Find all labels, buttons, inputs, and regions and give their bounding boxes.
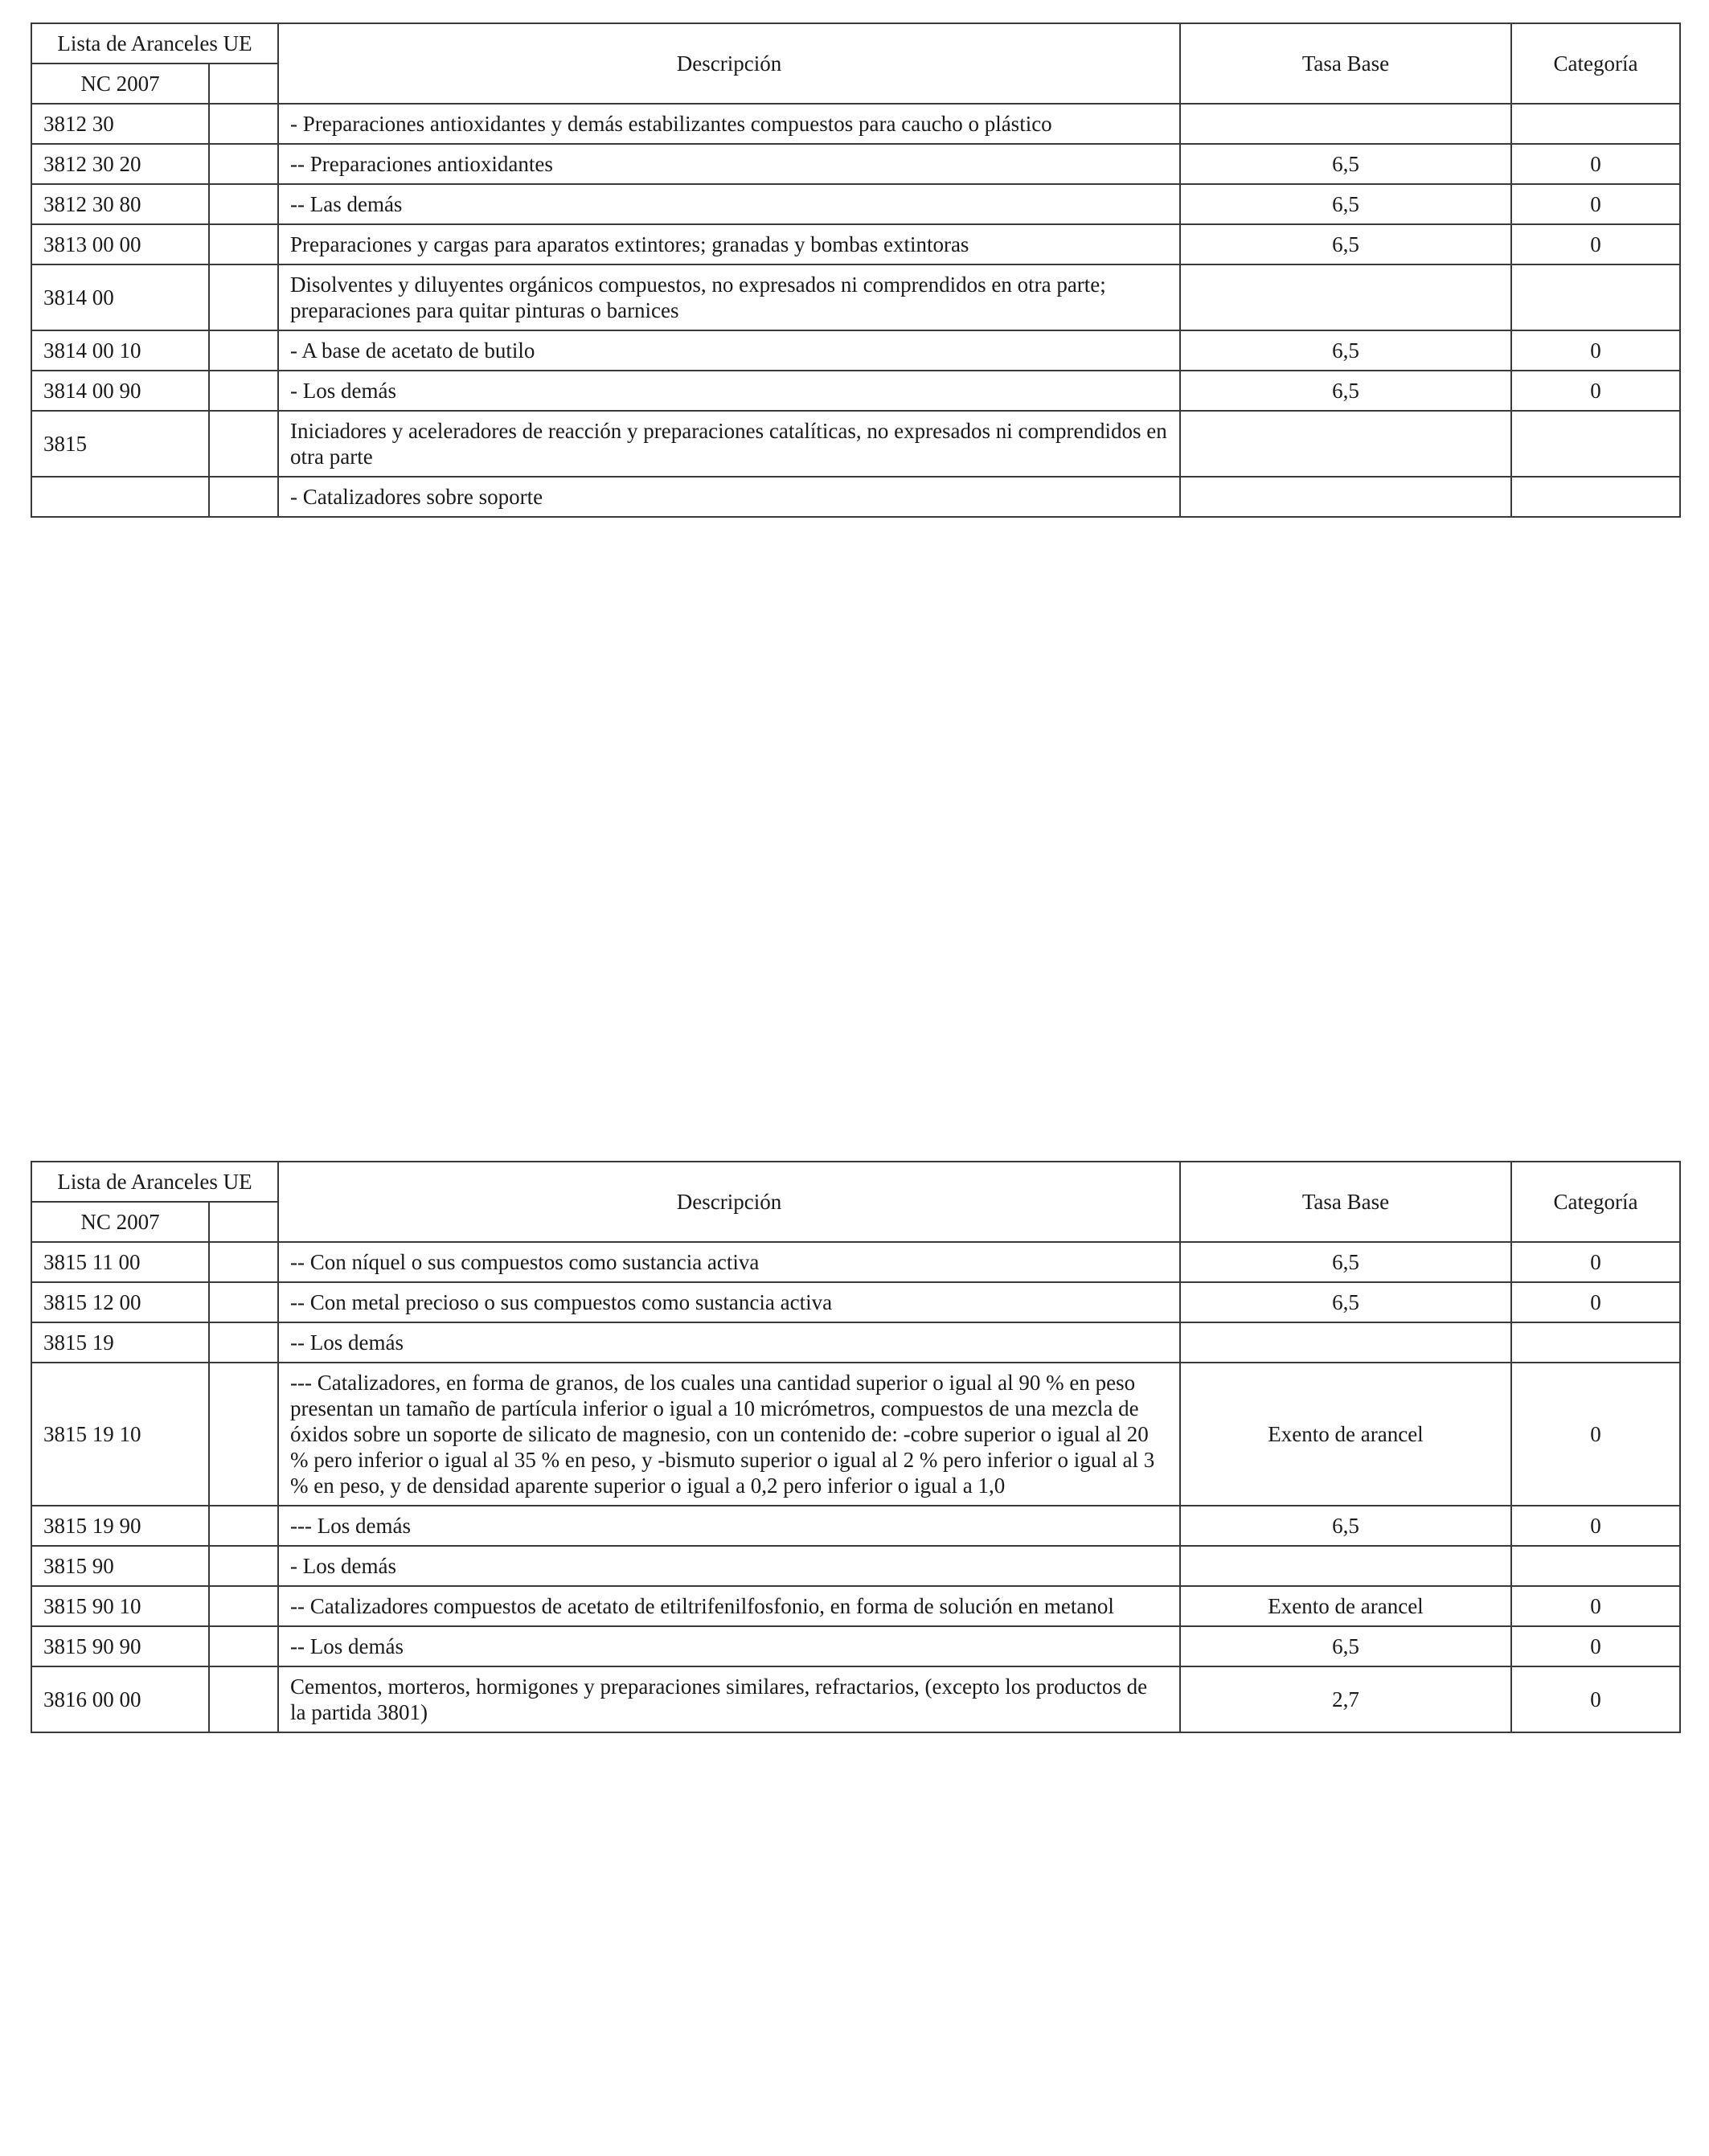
row-rate [1180, 1546, 1511, 1586]
row-description: - Los demás [278, 371, 1180, 411]
row-blank [209, 1282, 278, 1322]
row-description: Iniciadores y aceleradores de reacción y preparaciones catalíticas, no expresados ni comprendidos en otra parte [278, 411, 1180, 477]
row-category: 0 [1511, 1282, 1680, 1322]
row-description: -- Los demás [278, 1626, 1180, 1666]
table-row [31, 330, 1680, 371]
header-descripcion: Descripción [278, 1162, 1180, 1242]
row-blank [209, 1586, 278, 1626]
row-rate: 2,7 [1180, 1666, 1511, 1732]
row-category: 0 [1511, 1666, 1680, 1732]
row-description: --- Catalizadores, en forma de granos, de los cuales una cantidad superior o igual al 90 % en peso presentan un tamaño de partícula inferior o igual a 10 micrómetros, compuestos de una mezcla de óxidos sobre un soporte de silicato de magnesio, con un contenido de: -cobre superior o igual al 20 % pero inferior o igual al 35 % en peso, y -bismuto superior o igual al 2 % pero inferior o igual al 3 % en peso, y de densidad aparente superior o igual a 0,2 pero inferior o igual a 1,0 [278, 1363, 1180, 1506]
row-blank [209, 1666, 278, 1732]
table-header [31, 23, 1680, 104]
row-description: -- Catalizadores compuestos de acetato de etiltrifenilfosfonio, en forma de solución en metanol [278, 1586, 1180, 1626]
table-row [31, 224, 1680, 264]
row-rate: 6,5 [1180, 224, 1511, 264]
row-code: 3814 00 90 [31, 371, 209, 411]
row-category [1511, 411, 1680, 477]
row-category: 0 [1511, 184, 1680, 224]
row-blank [209, 1242, 278, 1282]
row-category: 0 [1511, 1506, 1680, 1546]
table-header [31, 1162, 1680, 1242]
row-blank [209, 224, 278, 264]
row-rate [1180, 411, 1511, 477]
row-description: -- Con níquel o sus compuestos como sustancia activa [278, 1242, 1180, 1282]
row-description: -- Con metal precioso o sus compuestos como sustancia activa [278, 1282, 1180, 1322]
row-description: - Los demás [278, 1546, 1180, 1586]
row-category: 0 [1511, 330, 1680, 371]
row-blank [209, 477, 278, 517]
row-code: 3815 19 10 [31, 1363, 209, 1506]
row-code: 3812 30 20 [31, 144, 209, 184]
row-category [1511, 1546, 1680, 1586]
row-code: 3813 00 00 [31, 224, 209, 264]
table-row [31, 1242, 1680, 1282]
row-code: 3814 00 10 [31, 330, 209, 371]
table-row [31, 1666, 1680, 1732]
row-category: 0 [1511, 1626, 1680, 1666]
row-code: 3814 00 [31, 264, 209, 330]
header-categoria: Categoría [1511, 23, 1680, 104]
row-code: 3812 30 80 [31, 184, 209, 224]
row-blank [209, 104, 278, 144]
row-category: 0 [1511, 144, 1680, 184]
row-description: -- Los demás [278, 1322, 1180, 1363]
row-code: 3815 90 [31, 1546, 209, 1586]
table-row [31, 184, 1680, 224]
table-row [31, 264, 1680, 330]
row-blank [209, 371, 278, 411]
table-row [31, 104, 1680, 144]
row-rate: 6,5 [1180, 330, 1511, 371]
row-code [31, 477, 209, 517]
row-rate: Exento de arancel [1180, 1586, 1511, 1626]
row-description: Cementos, morteros, hormigones y preparaciones similares, refractarios, (excepto los productos de la partida 3801) [278, 1666, 1180, 1732]
table-row [31, 371, 1680, 411]
table-row [31, 477, 1680, 517]
row-rate [1180, 264, 1511, 330]
row-code: 3815 [31, 411, 209, 477]
row-category [1511, 477, 1680, 517]
header-nc-2007: NC 2007 [31, 1202, 209, 1242]
row-blank [209, 184, 278, 224]
table-row [31, 1546, 1680, 1586]
row-rate: 6,5 [1180, 1626, 1511, 1666]
row-description: - A base de acetato de butilo [278, 330, 1180, 371]
table-row [31, 1282, 1680, 1322]
row-blank [209, 1506, 278, 1546]
header-descripcion: Descripción [278, 23, 1180, 104]
table-row [31, 411, 1680, 477]
row-category: 0 [1511, 1242, 1680, 1282]
row-blank [209, 1546, 278, 1586]
header-lista: Lista de Aranceles UE [31, 23, 278, 64]
row-blank [209, 264, 278, 330]
row-description: -- Las demás [278, 184, 1180, 224]
row-category: 0 [1511, 1363, 1680, 1506]
row-blank [209, 1322, 278, 1363]
row-category [1511, 104, 1680, 144]
row-rate: 6,5 [1180, 1506, 1511, 1546]
row-code: 3815 90 90 [31, 1626, 209, 1666]
header-tasa-base: Tasa Base [1180, 23, 1511, 104]
row-blank [209, 1363, 278, 1506]
header-tasa-base: Tasa Base [1180, 1162, 1511, 1242]
table-row [31, 144, 1680, 184]
row-description: --- Los demás [278, 1506, 1180, 1546]
row-code: 3812 30 [31, 104, 209, 144]
row-rate [1180, 104, 1511, 144]
header-nc-2007: NC 2007 [31, 64, 209, 104]
row-description: -- Preparaciones antioxidantes [278, 144, 1180, 184]
row-category [1511, 1322, 1680, 1363]
row-category [1511, 264, 1680, 330]
row-code: 3815 19 [31, 1322, 209, 1363]
header-blank-cell [209, 64, 278, 104]
row-rate: 6,5 [1180, 184, 1511, 224]
table-row [31, 1363, 1680, 1506]
table-row [31, 1322, 1680, 1363]
row-rate: 6,5 [1180, 1242, 1511, 1282]
row-category: 0 [1511, 371, 1680, 411]
row-code: 3815 90 10 [31, 1586, 209, 1626]
row-category: 0 [1511, 224, 1680, 264]
header-categoria: Categoría [1511, 1162, 1680, 1242]
row-rate: 6,5 [1180, 371, 1511, 411]
header-blank-cell [209, 1202, 278, 1242]
header-lista: Lista de Aranceles UE [31, 1162, 278, 1202]
tariff-table-1 [31, 23, 1681, 518]
row-code: 3815 19 90 [31, 1506, 209, 1546]
tariff-table-2 [31, 1161, 1681, 1733]
row-rate [1180, 1322, 1511, 1363]
row-rate: 6,5 [1180, 1282, 1511, 1322]
row-rate [1180, 477, 1511, 517]
row-blank [209, 1626, 278, 1666]
row-rate: Exento de arancel [1180, 1363, 1511, 1506]
table-row [31, 1626, 1680, 1666]
row-description: - Preparaciones antioxidantes y demás estabilizantes compuestos para caucho o plástico [278, 104, 1180, 144]
row-code: 3816 00 00 [31, 1666, 209, 1732]
row-blank [209, 411, 278, 477]
table-row [31, 1506, 1680, 1546]
row-blank [209, 330, 278, 371]
table-row [31, 1586, 1680, 1626]
row-blank [209, 144, 278, 184]
row-description: - Catalizadores sobre soporte [278, 477, 1180, 517]
row-code: 3815 11 00 [31, 1242, 209, 1282]
row-description: Preparaciones y cargas para aparatos extintores; granadas y bombas extintoras [278, 224, 1180, 264]
row-rate: 6,5 [1180, 144, 1511, 184]
row-category: 0 [1511, 1586, 1680, 1626]
row-description: Disolventes y diluyentes orgánicos compuestos, no expresados ni comprendidos en otra parte; preparaciones para quitar pinturas o barnices [278, 264, 1180, 330]
row-code: 3815 12 00 [31, 1282, 209, 1322]
